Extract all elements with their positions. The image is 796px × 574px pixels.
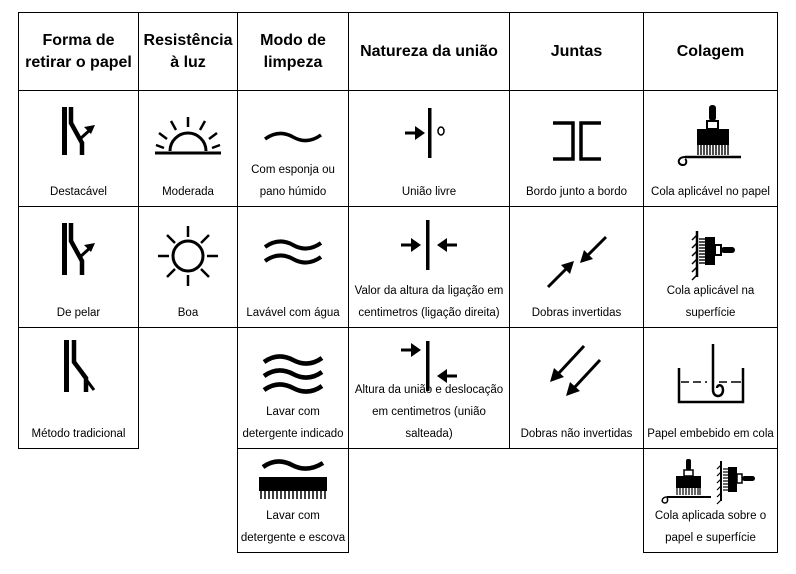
- three-waves-icon: [260, 352, 326, 396]
- uniao-label-3: Altura da união e deslocação em centimetros (união salteada): [354, 384, 504, 440]
- forma-label-1: Destacável: [50, 186, 107, 198]
- peel-off-icon: [54, 219, 104, 279]
- uniao-cell-3: [348, 327, 510, 449]
- prepasted-icon: [671, 342, 751, 406]
- forma-cell-3: [18, 327, 139, 449]
- traditional-removal-icon: [54, 336, 104, 396]
- juntas-cell-3: [509, 327, 644, 449]
- header-forma: Forma de retirar o papel: [18, 12, 139, 91]
- resistencia-cell-1: [138, 90, 238, 207]
- two-waves-icon: [261, 235, 325, 269]
- limpeza-label-4: Lavar com detergente e escova: [240, 510, 346, 544]
- juntas-label-3: Dobras não invertidas: [520, 428, 633, 440]
- forma-cell-2: [18, 206, 139, 328]
- juntas-label-1: Bordo junto a bordo: [525, 186, 628, 198]
- paste-paper-icon: [675, 103, 747, 167]
- forma-cell-1: [18, 90, 139, 207]
- limpeza-cell-4: [237, 448, 349, 553]
- juntas-label-2: Dobras invertidas: [531, 307, 622, 319]
- resistencia-label-1: Moderada: [162, 186, 214, 198]
- forma-label-2: De pelar: [56, 307, 101, 319]
- limpeza-label-2: Lavável com água: [246, 307, 340, 319]
- one-wave-icon: [261, 127, 325, 147]
- juntas-cell-2: [509, 206, 644, 328]
- limpeza-label-1: Com esponja ou pano húmido: [251, 164, 335, 198]
- colagem-cell-1: [643, 90, 778, 207]
- juntas-cell-1: [509, 90, 644, 207]
- free-match-icon: [401, 105, 457, 161]
- limpeza-cell-2: [237, 206, 349, 328]
- header-juntas: Juntas: [509, 12, 644, 91]
- resistencia-label-2: Boa: [177, 307, 199, 319]
- header-limpeza: Modo de limpeza: [237, 12, 349, 91]
- limpeza-cell-3: [237, 327, 349, 449]
- colagem-label-3: Papel embebido em cola: [647, 428, 774, 440]
- peelable-icon: [54, 103, 104, 159]
- uniao-cell-1: [348, 90, 510, 207]
- colagem-cell-2: [643, 206, 778, 328]
- colagem-cell-3: [643, 327, 778, 449]
- reverse-hanging-icon: [542, 233, 612, 291]
- butt-joint-icon: [549, 119, 605, 163]
- header-colagem: Colagem: [643, 12, 778, 91]
- header-uniao: Natureza da união: [348, 12, 510, 91]
- straight-match-icon: [397, 217, 461, 273]
- waves-brush-icon: [253, 457, 333, 503]
- uniao-label-1: União livre: [401, 186, 457, 198]
- header-resistencia: Resistência à luz: [138, 12, 238, 91]
- limpeza-label-3: Lavar com detergente indicado: [242, 406, 344, 440]
- colagem-label-2: Cola aplicável na superfície: [666, 285, 755, 319]
- non-reverse-hanging-icon: [542, 342, 612, 402]
- forma-label-3: Método tradicional: [31, 428, 126, 440]
- colagem-label-4: Cola aplicada sobre o papel e superfície: [654, 510, 767, 544]
- colagem-label-1: Cola aplicável no papel: [651, 186, 770, 198]
- resistencia-cell-2: [138, 206, 238, 328]
- uniao-label-2: Valor da altura da ligação em centimetros (ligação direita): [354, 285, 504, 319]
- paste-wall-icon: [683, 227, 739, 281]
- uniao-cell-2: [348, 206, 510, 328]
- half-sun-icon: [153, 111, 223, 157]
- colagem-cell-4: [643, 448, 778, 553]
- limpeza-cell-1: [237, 90, 349, 207]
- paste-both-icon: [659, 457, 763, 507]
- full-sun-icon: [155, 223, 221, 289]
